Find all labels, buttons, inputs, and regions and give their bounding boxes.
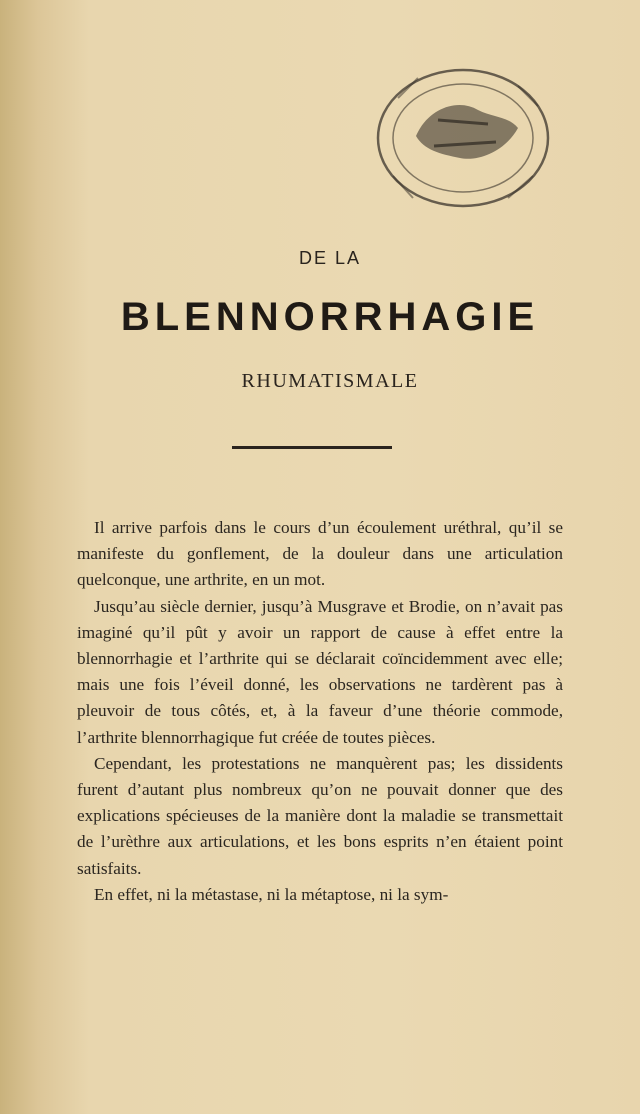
- page-title: BLENNORRHAGIE: [120, 295, 540, 339]
- library-stamp-icon: [368, 58, 558, 218]
- title-rule: [232, 446, 392, 449]
- paragraph: Cependant, les protestations ne manquèrent pas; les dissidents furent d’autant plus nombreux qu’on ne pouvait donner que des explications spécieuses de la manière dont la maladie se transmettait de l’urèthre aux articulations, et les bons esprits n’en étaient point satisfaits.: [77, 753, 563, 878]
- body-text: [77, 515, 563, 908]
- paragraph: Il arrive parfois dans le cours d’un écoulement uréthral, qu’il se manifeste du gonflement, de la douleur dans une articulation quelconque, une arthrite, en un mot.: [77, 518, 563, 590]
- page-subtitle: RHUMATISMALE: [241, 370, 419, 392]
- paragraph: Jusqu’au siècle dernier, jusqu’à Musgrave et Brodie, on n’avait pas imaginé qu’il pût y avoir un rapport de cause à effet entre la blennorrhagie et l’arthrite qui se déclarait coïncidemment avec elle; mais une fois l’éveil donné, les observations ne tardèrent pas à pleuvoir de tous côtés, et, à la faveur d’une théorie commode, l’arthrite blennorrhagique fut créée de toutes pièces.: [77, 596, 563, 747]
- paragraph: En effet, ni la métastase, ni la métaptose, ni la sym-: [94, 884, 449, 904]
- pre-title: DE LA: [298, 248, 362, 268]
